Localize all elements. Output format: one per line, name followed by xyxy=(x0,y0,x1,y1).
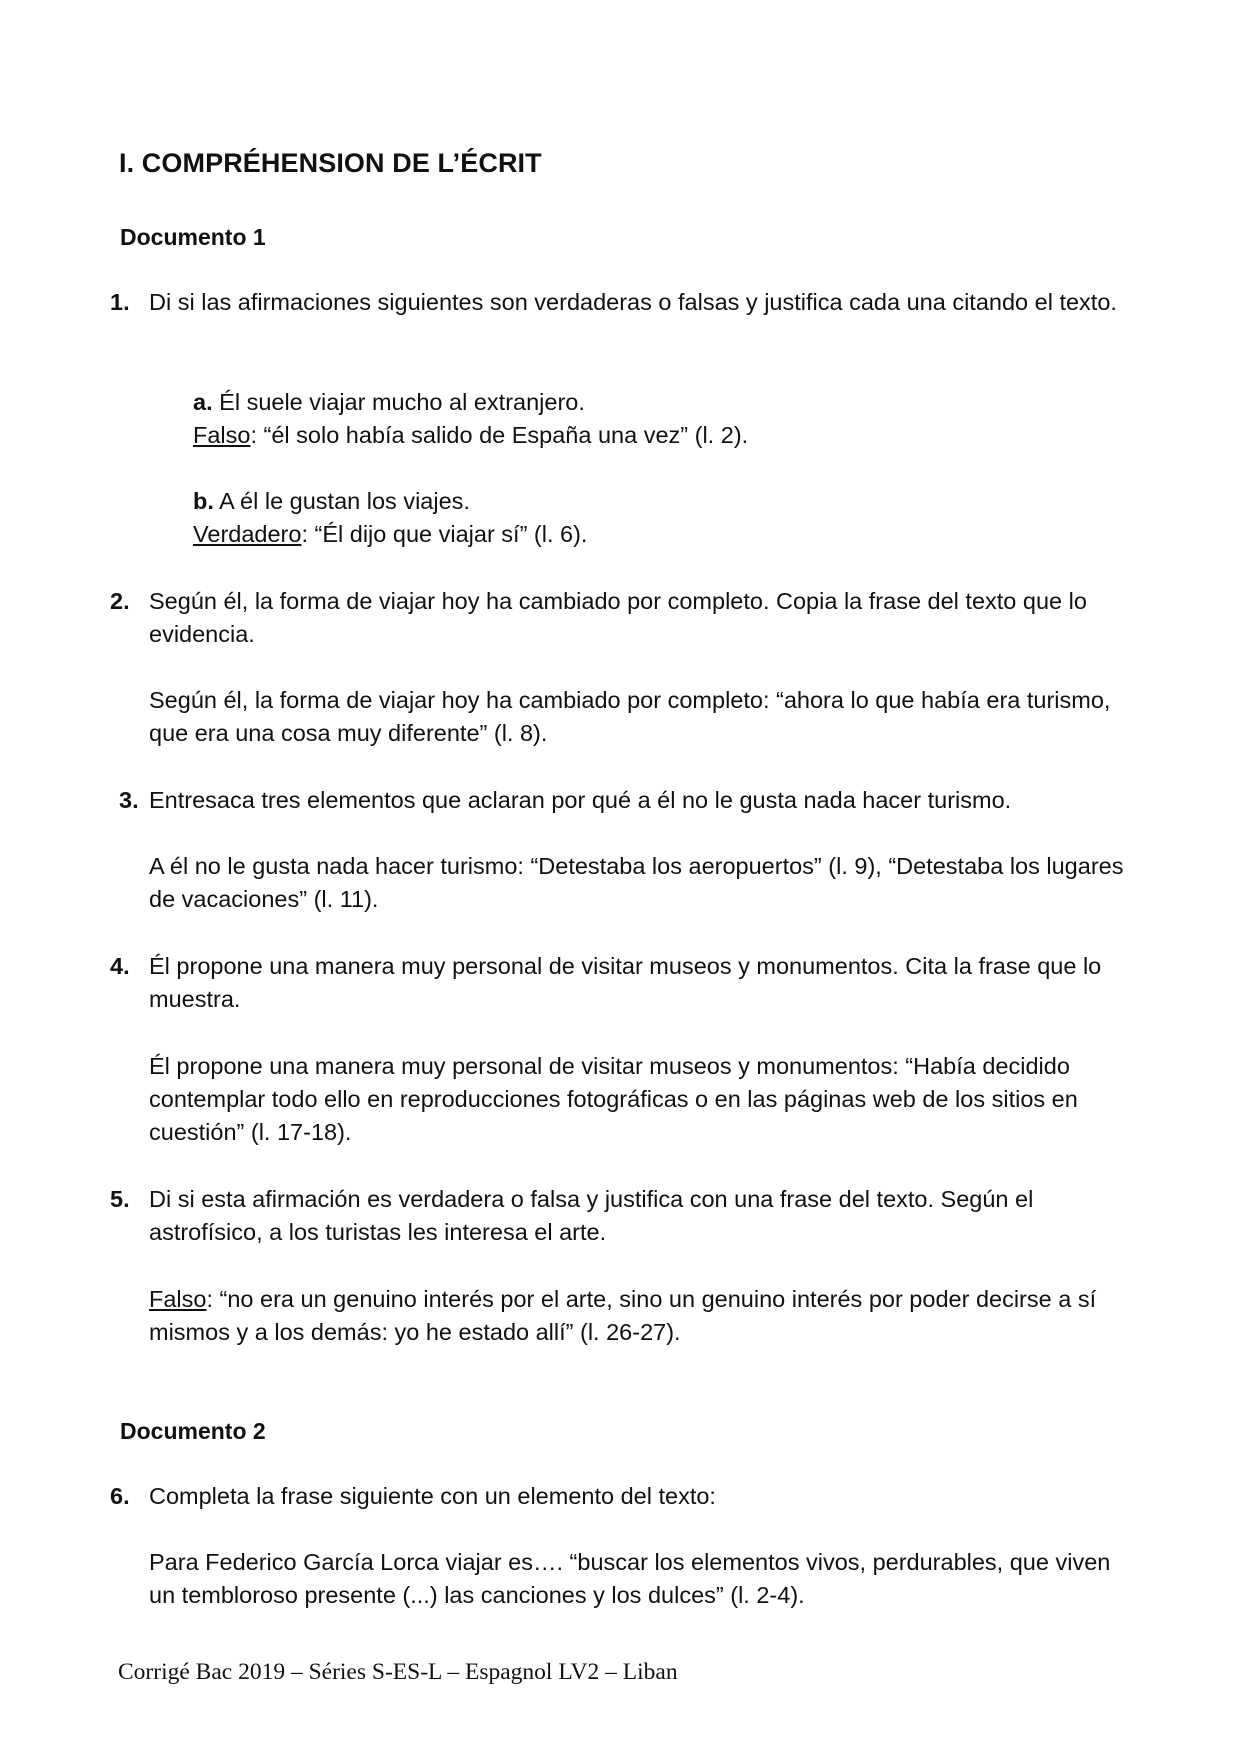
item-1a xyxy=(193,386,1093,452)
question-number: 3. xyxy=(119,787,139,813)
question-text: Él propone una manera muy personal de visitar museos y monumentos. Cita la frase que lo muestra. xyxy=(149,953,1102,1012)
item-statement: A él le gustan los viajes. xyxy=(219,488,470,514)
item-letter: b. xyxy=(193,488,214,514)
question-number: 6. xyxy=(110,1483,130,1509)
question-number: 2. xyxy=(110,588,130,614)
answer-text: : “no era un genuino interés por el arte, sino un genuino interés por poder decirse a sí mismos y a los demás: yo he estado allí” (l. 26-27). xyxy=(149,1286,1097,1345)
item-statement: Él suele viajar mucho al extranjero. xyxy=(219,389,585,415)
question-text: Entresaca tres elementos que aclaran por qué a él no le gusta nada hacer turismo. xyxy=(149,787,1012,813)
answer-4: Él propone una manera muy personal de visitar museos y monumentos: “Había decidido contemplar todo ello en reproducciones fotográficas o en las páginas web de los sitios en cuestión” (l. 17-18). xyxy=(149,1053,1078,1145)
answer-3: A él no le gusta nada hacer turismo: “Detestaba los aeropuertos” (l. 9), “Detestaba los lugares de vacaciones” (l. 11). xyxy=(149,853,1124,912)
question-text: Completa la frase siguiente con un elemento del texto: xyxy=(149,1483,716,1509)
document-1-title: Documento 1 xyxy=(120,224,266,250)
document-2-title: Documento 2 xyxy=(120,1418,266,1444)
question-text: Di si esta afirmación es verdadera o falsa y justifica con una frase del texto. Según el astrofísico, a los turistas les interesa el arte. xyxy=(149,1186,1034,1245)
verdict-label: Verdadero xyxy=(193,521,302,547)
question-5 xyxy=(110,1183,1139,1249)
question-2 xyxy=(110,585,1139,651)
item-letter: a. xyxy=(193,389,213,415)
section-heading: I. COMPRÉHENSION DE L’ÉCRIT xyxy=(119,148,542,178)
question-number: 4. xyxy=(110,953,130,979)
verdict-label: Falso xyxy=(149,1286,207,1312)
item-answer: : “él solo había salido de España una vez” (l. 2). xyxy=(250,422,749,448)
question-number: 1. xyxy=(110,289,130,315)
answer-2: Según él, la forma de viajar hoy ha cambiado por completo: “ahora lo que había era turismo, que era una cosa muy diferente” (l. 8). xyxy=(149,687,1111,746)
page-footer: Corrigé Bac 2019 – Séries S-ES-L – Espagnol LV2 – Liban xyxy=(118,1659,678,1685)
question-text: Di si las afirmaciones siguientes son verdaderas o falsas y justifica cada una citando el texto. xyxy=(149,289,1117,315)
verdict-label: Falso xyxy=(193,422,251,448)
question-number: 5. xyxy=(110,1186,130,1212)
question-6 xyxy=(110,1480,1139,1513)
answer-6: Para Federico García Lorca viajar es…. “buscar los elementos vivos, perdurables, que viven un tembloroso presente (...) las canciones y los dulces” (l. 2-4). xyxy=(149,1549,1111,1608)
question-text: Según él, la forma de viajar hoy ha cambiado por completo. Copia la frase del texto que lo evidencia. xyxy=(149,588,1087,647)
question-1 xyxy=(110,286,1139,319)
answer-5 xyxy=(149,1283,1129,1349)
question-4 xyxy=(110,950,1139,1016)
item-answer: : “Él dijo que viajar sí” (l. 6). xyxy=(301,521,588,547)
question-3 xyxy=(119,784,1139,817)
item-1b xyxy=(193,485,1093,551)
